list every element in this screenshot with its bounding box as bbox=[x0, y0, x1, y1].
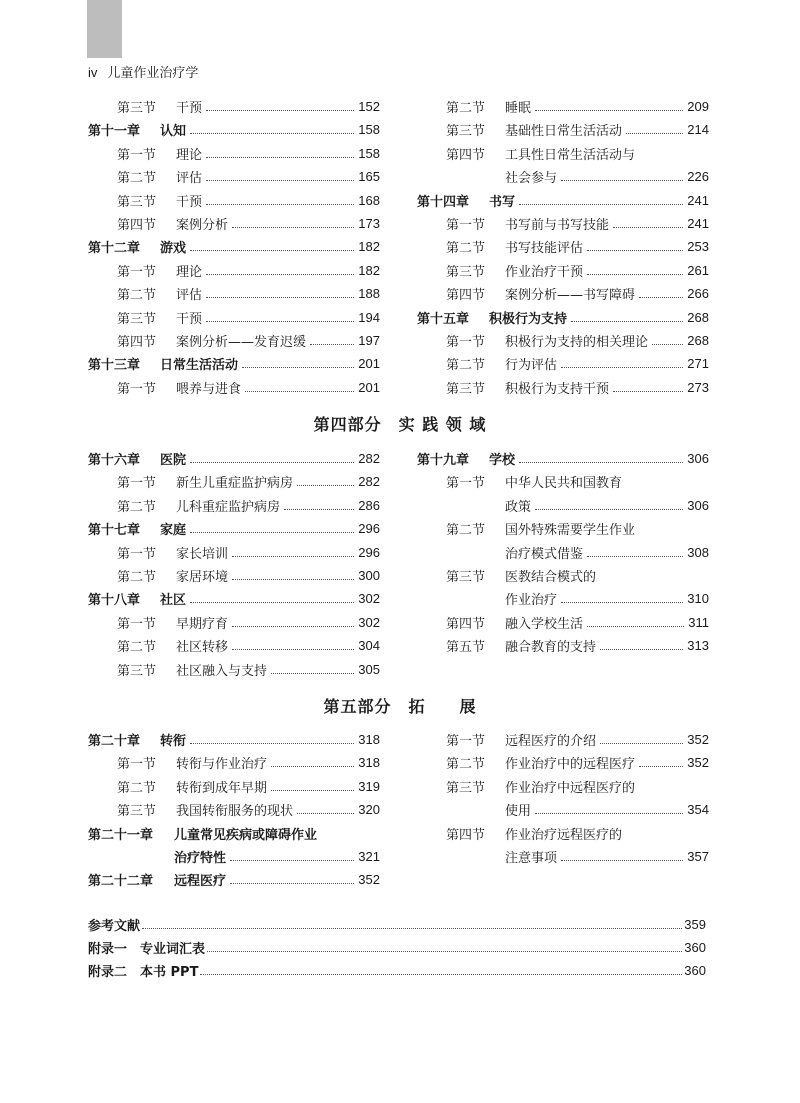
toc-entry-page: 209 bbox=[687, 99, 709, 114]
toc-entry-page: 197 bbox=[358, 333, 380, 348]
leader-dots bbox=[519, 462, 683, 463]
toc-entry-label: 第四节 bbox=[446, 288, 486, 304]
toc-section-entry[interactable] bbox=[88, 611, 380, 634]
leader-dots bbox=[142, 928, 682, 929]
toc-entry-page: 302 bbox=[358, 614, 380, 630]
leader-dots bbox=[613, 391, 683, 392]
leader-dots bbox=[230, 883, 354, 884]
toc-entry-title: 理论 bbox=[176, 264, 203, 280]
toc-entry-title: 书写技能评估 bbox=[505, 241, 584, 257]
toc-entry-page: 318 bbox=[358, 732, 380, 747]
toc-section-entry[interactable] bbox=[88, 212, 380, 235]
toc-chapter-entry[interactable] bbox=[88, 352, 380, 375]
toc-entry-label: 第一节 bbox=[117, 757, 157, 773]
toc-entry-page: 357 bbox=[687, 849, 709, 864]
toc-entry-title: 儿科重症监护病房 bbox=[176, 499, 281, 515]
toc-entry-label: 第四节 bbox=[117, 218, 157, 233]
toc-section-entry[interactable] bbox=[88, 142, 380, 165]
running-header bbox=[88, 62, 198, 81]
toc-entry-label: 第二节 bbox=[446, 358, 486, 374]
leader-dots bbox=[652, 344, 683, 345]
toc-entry-label: 第二节 bbox=[117, 171, 157, 187]
leader-dots bbox=[561, 180, 683, 181]
leader-dots bbox=[206, 180, 354, 181]
toc-entry-title: 睡眠 bbox=[505, 101, 532, 116]
toc-entry-label: 第四节 bbox=[446, 616, 486, 632]
leader-dots bbox=[561, 602, 683, 603]
toc-section-entry[interactable] bbox=[88, 259, 380, 282]
toc-entry-page: 313 bbox=[687, 638, 709, 654]
toc-entry-title: 医院 bbox=[160, 453, 187, 468]
toc-entry-page: 308 bbox=[687, 544, 709, 560]
toc-entry-label: 第十三章 bbox=[88, 358, 141, 374]
toc-entry-page: 241 bbox=[687, 216, 709, 231]
toc-entry-title: 认知 bbox=[160, 124, 187, 140]
leader-dots bbox=[639, 766, 683, 767]
toc-entry-title: 医教结合模式的 bbox=[505, 570, 597, 585]
back-matter-entry[interactable] bbox=[88, 959, 706, 982]
toc-entry-page: 165 bbox=[358, 169, 380, 185]
toc-entry-label: 第二节 bbox=[446, 523, 486, 539]
leader-dots bbox=[242, 367, 354, 368]
toc-entry-page: 268 bbox=[687, 333, 709, 348]
toc-entry-title: 融合教育的支持 bbox=[505, 640, 597, 656]
leader-dots bbox=[297, 485, 354, 486]
toc-entry-label: 第三节 bbox=[446, 570, 486, 585]
leader-dots bbox=[245, 391, 354, 392]
toc-entry-label: 第二节 bbox=[117, 780, 157, 796]
toc-entry-page: 352 bbox=[687, 755, 709, 771]
toc-entry-page: 241 bbox=[687, 192, 709, 208]
toc-entry-title: 理论 bbox=[176, 147, 203, 163]
leader-dots bbox=[206, 157, 354, 158]
leader-dots bbox=[600, 649, 683, 650]
toc-entry-label: 第十九章 bbox=[417, 453, 470, 468]
leader-dots bbox=[535, 110, 683, 111]
toc-entry-label: 第五节 bbox=[446, 640, 486, 656]
toc-entry-page: 194 bbox=[358, 309, 380, 325]
toc-entry-page: 182 bbox=[358, 262, 380, 278]
toc-section-entry[interactable] bbox=[88, 541, 380, 564]
toc-section-entry[interactable] bbox=[417, 142, 709, 165]
toc-entry-title: 案例分析——书写障碍 bbox=[505, 288, 636, 304]
toc-entry-title: 融入学校生活 bbox=[505, 616, 584, 632]
toc-entry-title: 治疗特性 bbox=[174, 851, 227, 866]
toc-entry-page: 296 bbox=[358, 544, 380, 560]
toc-entry-page: 261 bbox=[687, 262, 709, 278]
toc-section-entry[interactable] bbox=[417, 541, 709, 564]
toc-entry-title: 行为评估 bbox=[505, 358, 558, 374]
toc-chapter-entry[interactable] bbox=[417, 306, 709, 329]
back-matter-title: 附录二 本书 PPT bbox=[88, 965, 199, 980]
toc-entry-label: 第一节 bbox=[117, 616, 157, 632]
toc-entry-label: 第一节 bbox=[117, 264, 157, 280]
toc-entry-page: 152 bbox=[358, 99, 380, 114]
toc-entry-title: 日常生活活动 bbox=[160, 358, 239, 374]
toc-entry-title: 评估 bbox=[176, 171, 203, 187]
toc-section-entry[interactable] bbox=[88, 95, 380, 118]
toc-entry-label: 第三节 bbox=[117, 101, 157, 116]
back-matter-page: 360 bbox=[684, 940, 706, 955]
leader-dots bbox=[190, 602, 354, 603]
leader-dots bbox=[206, 297, 354, 298]
toc-section-entry[interactable] bbox=[417, 282, 709, 305]
toc-entry-title: 注意事项 bbox=[505, 851, 558, 866]
toc-entry-label: 第三节 bbox=[446, 264, 486, 280]
toc-entry-page: 300 bbox=[358, 568, 380, 583]
toc-entry-page: 158 bbox=[358, 122, 380, 138]
toc-section-entry[interactable] bbox=[88, 775, 380, 798]
toc-section-entry[interactable] bbox=[417, 352, 709, 375]
toc-entry-label: 第二节 bbox=[446, 241, 486, 257]
toc-entry-title: 社区融入与支持 bbox=[176, 663, 268, 679]
toc-entry-title: 中华人民共和国教育 bbox=[505, 476, 623, 492]
toc-entry-title: 社区 bbox=[160, 593, 187, 609]
toc-section-entry[interactable] bbox=[417, 329, 709, 352]
leader-dots bbox=[230, 860, 354, 861]
toc-entry-title: 基础性日常生活活动 bbox=[505, 124, 623, 140]
leader-dots bbox=[600, 743, 683, 744]
toc-entry-label: 第三节 bbox=[117, 311, 157, 327]
header-book-title: 儿童作业治疗学 bbox=[107, 66, 199, 81]
toc-entry-page: 306 bbox=[687, 497, 709, 513]
toc-entry-title: 书写 bbox=[489, 194, 516, 210]
toc-entry-page: 266 bbox=[687, 286, 709, 302]
toc-entry-page: 201 bbox=[358, 379, 380, 395]
toc-entry-page: 305 bbox=[358, 661, 380, 677]
toc-section-entry[interactable] bbox=[88, 165, 380, 188]
toc-entry-label: 第三节 bbox=[446, 780, 486, 796]
toc-chapter-entry[interactable] bbox=[88, 235, 380, 258]
leader-dots bbox=[206, 321, 354, 322]
toc-entry-title: 儿童常见疾病或障碍作业 bbox=[174, 827, 318, 843]
toc-entry-title: 转衔与作业治疗 bbox=[176, 757, 268, 773]
leader-dots bbox=[297, 813, 354, 814]
toc-section-entry[interactable] bbox=[417, 165, 709, 188]
toc-entry-page: 271 bbox=[687, 356, 709, 372]
leader-dots bbox=[200, 974, 682, 975]
leader-dots bbox=[535, 509, 683, 510]
toc-entry-label: 第三节 bbox=[117, 804, 157, 820]
toc-entry-label: 第二节 bbox=[117, 570, 157, 585]
toc-section-entry[interactable] bbox=[417, 845, 709, 868]
toc-entry-title: 政策 bbox=[505, 499, 532, 515]
leader-dots bbox=[519, 204, 683, 205]
leader-dots bbox=[190, 462, 354, 463]
toc-section-entry[interactable] bbox=[88, 634, 380, 657]
toc-entry-label: 第二十一章 bbox=[88, 827, 154, 843]
toc-entry-page: 182 bbox=[358, 239, 380, 255]
leader-dots bbox=[232, 227, 354, 228]
leader-dots bbox=[206, 110, 354, 111]
page-tab-marker bbox=[87, 0, 122, 58]
toc-entry-title: 干预 bbox=[176, 311, 203, 327]
leader-dots bbox=[284, 509, 354, 510]
leader-dots bbox=[232, 649, 354, 650]
toc-entry-page: 282 bbox=[358, 474, 380, 490]
toc-entry-label: 第二节 bbox=[117, 640, 157, 656]
toc-section-entry[interactable] bbox=[88, 751, 380, 774]
back-matter-page: 360 bbox=[684, 963, 706, 978]
toc-entry-title: 游戏 bbox=[160, 241, 187, 257]
toc-section-entry[interactable] bbox=[417, 235, 709, 258]
toc-entry-title: 书写前与书写技能 bbox=[505, 218, 610, 233]
leader-dots bbox=[206, 274, 354, 275]
toc-entry-label: 第十四章 bbox=[417, 194, 470, 210]
toc-section-entry[interactable] bbox=[417, 118, 709, 141]
back-matter-title: 参考文献 bbox=[88, 919, 141, 934]
toc-entry-title: 喂养与进食 bbox=[176, 381, 242, 397]
toc-entry-page: 214 bbox=[687, 122, 709, 138]
toc-column-left-1 bbox=[88, 95, 380, 395]
toc-entry-page: 320 bbox=[358, 802, 380, 818]
back-matter-page: 359 bbox=[684, 917, 706, 932]
toc-entry-title: 作业治疗 bbox=[505, 593, 558, 609]
toc-entry-title: 学校 bbox=[489, 453, 516, 468]
back-matter-entry[interactable] bbox=[88, 936, 706, 959]
leader-dots bbox=[613, 227, 683, 228]
leader-dots bbox=[232, 556, 354, 557]
toc-entry-title: 积极行为支持的相关理论 bbox=[505, 335, 649, 350]
toc-entry-title: 家居环境 bbox=[176, 570, 229, 585]
toc-entry-label: 第二节 bbox=[117, 499, 157, 515]
toc-entry-title: 远程医疗 bbox=[174, 874, 227, 890]
toc-entry-title: 远程医疗的介绍 bbox=[505, 734, 597, 749]
toc-section-entry[interactable] bbox=[417, 822, 709, 845]
toc-entry-title: 社区转移 bbox=[176, 640, 229, 656]
toc-entry-label: 第三节 bbox=[117, 663, 157, 679]
toc-entry-page: 201 bbox=[358, 356, 380, 372]
back-matter-title: 附录一 专业词汇表 bbox=[88, 942, 206, 957]
part-title-5: 第五部分 拓 展 bbox=[323, 697, 477, 716]
toc-entry-page: 352 bbox=[687, 732, 709, 747]
toc-chapter-entry[interactable] bbox=[88, 517, 380, 540]
toc-entry-title: 案例分析——发育迟缓 bbox=[176, 335, 307, 350]
toc-entry-label: 第三节 bbox=[446, 381, 486, 397]
toc-entry-page: 268 bbox=[687, 309, 709, 325]
toc-entry-label: 第一节 bbox=[446, 734, 486, 749]
toc-entry-label: 第一节 bbox=[117, 546, 157, 562]
toc-chapter-entry[interactable] bbox=[88, 868, 380, 891]
toc-entry-page: 168 bbox=[358, 192, 380, 208]
leader-dots bbox=[587, 250, 683, 251]
toc-entry-page: 173 bbox=[358, 216, 380, 231]
toc-column-left-2 bbox=[88, 447, 380, 677]
toc-chapter-entry[interactable] bbox=[88, 822, 380, 845]
toc-entry-label: 第十五章 bbox=[417, 311, 470, 327]
leader-dots bbox=[271, 673, 354, 674]
header-page-number: iv bbox=[88, 65, 98, 80]
toc-entry-page: 282 bbox=[358, 451, 380, 466]
toc-entry-label: 第二节 bbox=[117, 288, 157, 304]
toc-entry-page: 318 bbox=[358, 755, 380, 771]
toc-entry-title: 作业治疗中远程医疗的 bbox=[505, 780, 636, 796]
toc-entry-label: 第三节 bbox=[117, 194, 157, 210]
leader-dots bbox=[626, 133, 683, 134]
toc-section-entry[interactable] bbox=[417, 376, 709, 399]
leader-dots bbox=[206, 204, 354, 205]
toc-entry-page: 319 bbox=[358, 778, 380, 794]
leader-dots bbox=[190, 532, 354, 533]
toc-section-entry[interactable] bbox=[88, 494, 380, 517]
toc-entry-label: 第十七章 bbox=[88, 523, 141, 539]
leader-dots bbox=[271, 766, 354, 767]
toc-entry-title: 作业治疗远程医疗的 bbox=[505, 827, 623, 843]
toc-section-entry[interactable] bbox=[88, 658, 380, 681]
toc-chapter-entry[interactable] bbox=[88, 118, 380, 141]
toc-section-entry[interactable] bbox=[88, 329, 380, 352]
toc-entry-title: 干预 bbox=[176, 194, 203, 210]
toc-section-entry[interactable] bbox=[88, 564, 380, 587]
toc-entry-page: 188 bbox=[358, 286, 380, 302]
toc-chapter-entry[interactable] bbox=[88, 447, 380, 470]
toc-chapter-entry[interactable] bbox=[417, 189, 709, 212]
leader-dots bbox=[310, 344, 354, 345]
toc-section-entry[interactable] bbox=[417, 634, 709, 657]
toc-entry-page: 352 bbox=[358, 872, 380, 888]
toc-entry-label: 第二节 bbox=[446, 101, 486, 116]
toc-section-entry[interactable] bbox=[88, 282, 380, 305]
toc-section-entry[interactable] bbox=[417, 470, 709, 493]
toc-entry-title: 积极行为支持干预 bbox=[505, 381, 610, 397]
toc-entry-page: 306 bbox=[687, 451, 709, 466]
toc-entry-page: 304 bbox=[358, 638, 380, 654]
toc-entry-title: 家长培训 bbox=[176, 546, 229, 562]
toc-section-entry[interactable] bbox=[88, 306, 380, 329]
toc-entry-title: 使用 bbox=[505, 804, 532, 820]
toc-entry-label: 第一节 bbox=[117, 476, 157, 492]
toc-entry-label: 第一节 bbox=[446, 335, 486, 350]
toc-entry-title: 工具性日常生活活动与 bbox=[505, 147, 636, 163]
leader-dots bbox=[535, 813, 683, 814]
leader-dots bbox=[190, 250, 354, 251]
toc-entry-page: 321 bbox=[358, 849, 380, 864]
toc-column-right-1 bbox=[417, 95, 709, 395]
leader-dots bbox=[561, 860, 683, 861]
toc-section-entry[interactable] bbox=[88, 376, 380, 399]
toc-chapter-entry[interactable] bbox=[417, 447, 709, 470]
toc-entry-title: 案例分析 bbox=[176, 218, 229, 233]
toc-section-entry[interactable] bbox=[417, 259, 709, 282]
toc-entry-title: 干预 bbox=[176, 101, 203, 116]
toc-entry-page: 354 bbox=[687, 802, 709, 818]
toc-entry-title: 家庭 bbox=[160, 523, 187, 539]
toc-entry-page: 296 bbox=[358, 521, 380, 537]
toc-section-entry[interactable] bbox=[417, 517, 709, 540]
toc-entry-label: 第一节 bbox=[117, 381, 157, 397]
toc-entry-label: 第一节 bbox=[117, 147, 157, 163]
leader-dots bbox=[587, 274, 683, 275]
toc-entry-label: 第十八章 bbox=[88, 593, 141, 609]
toc-entry-label: 第四节 bbox=[446, 147, 486, 163]
toc-entry-title: 社会参与 bbox=[505, 171, 558, 187]
toc-entry-label: 第十六章 bbox=[88, 453, 141, 468]
toc-entry-title: 评估 bbox=[176, 288, 203, 304]
leader-dots bbox=[561, 367, 683, 368]
leader-dots bbox=[207, 951, 682, 952]
toc-entry-page: 226 bbox=[687, 169, 709, 185]
toc-entry-page: 311 bbox=[688, 614, 709, 630]
leader-dots bbox=[232, 626, 354, 627]
back-matter-entry[interactable] bbox=[88, 913, 706, 936]
toc-section-entry[interactable] bbox=[417, 587, 709, 610]
leader-dots bbox=[190, 133, 354, 134]
toc-entry-label: 第三节 bbox=[446, 124, 486, 140]
toc-section-entry[interactable] bbox=[417, 751, 709, 774]
toc-entry-label: 第四节 bbox=[446, 827, 486, 843]
toc-entry-label: 第十二章 bbox=[88, 241, 141, 257]
toc-section-entry[interactable] bbox=[417, 95, 709, 118]
toc-section-entry[interactable] bbox=[88, 189, 380, 212]
toc-entry-title: 治疗模式借鉴 bbox=[505, 546, 584, 562]
toc-section-entry[interactable] bbox=[417, 611, 709, 634]
toc-entry-page: 302 bbox=[358, 591, 380, 607]
toc-entry-page: 273 bbox=[687, 379, 709, 395]
toc-section-entry[interactable] bbox=[88, 845, 380, 868]
toc-entry-label: 第二节 bbox=[446, 757, 486, 773]
leader-dots bbox=[271, 790, 354, 791]
toc-entry-label: 第十一章 bbox=[88, 124, 141, 140]
leader-dots bbox=[587, 626, 684, 627]
toc-entry-page: 253 bbox=[687, 239, 709, 255]
toc-section-entry[interactable] bbox=[88, 470, 380, 493]
toc-entry-label: 第一节 bbox=[446, 476, 486, 492]
toc-entry-label: 第一节 bbox=[446, 218, 486, 233]
leader-dots bbox=[190, 743, 354, 744]
toc-section-entry[interactable] bbox=[417, 564, 709, 587]
toc-entry-title: 作业治疗干预 bbox=[505, 264, 584, 280]
toc-entry-label: 第四节 bbox=[117, 335, 157, 350]
toc-entry-title: 国外特殊需要学生作业 bbox=[505, 523, 636, 539]
leader-dots bbox=[232, 579, 354, 580]
toc-section-entry[interactable] bbox=[88, 798, 380, 821]
toc-entry-title: 早期疗育 bbox=[176, 616, 229, 632]
toc-section-entry[interactable] bbox=[417, 728, 709, 751]
toc-entry-title: 作业治疗中的远程医疗 bbox=[505, 757, 636, 773]
toc-entry-label: 第二十二章 bbox=[88, 874, 154, 890]
toc-chapter-entry[interactable] bbox=[88, 728, 380, 751]
toc-chapter-entry[interactable] bbox=[88, 587, 380, 610]
toc-entry-page: 158 bbox=[358, 145, 380, 161]
toc-entry-title: 转衔到成年早期 bbox=[176, 780, 268, 796]
toc-entry-title: 新生儿重症监护病房 bbox=[176, 476, 294, 492]
toc-entry-title: 转衔 bbox=[160, 734, 187, 749]
toc-entry-page: 310 bbox=[687, 591, 709, 607]
part-title-4: 第四部分 实 践 领 域 bbox=[313, 415, 487, 434]
toc-entry-title: 我国转衔服务的现状 bbox=[176, 804, 294, 820]
leader-dots bbox=[571, 321, 683, 322]
toc-entry-page: 286 bbox=[358, 497, 380, 513]
toc-section-entry[interactable] bbox=[417, 212, 709, 235]
toc-column-right-3 bbox=[417, 728, 709, 893]
leader-dots bbox=[639, 297, 683, 298]
toc-column-right-2 bbox=[417, 447, 709, 677]
toc-section-entry[interactable] bbox=[417, 775, 709, 798]
toc-column-left-3 bbox=[88, 728, 380, 893]
toc-entry-title: 积极行为支持 bbox=[489, 311, 568, 327]
toc-entry-label: 第二十章 bbox=[88, 734, 141, 749]
toc-section-entry[interactable] bbox=[417, 798, 709, 821]
leader-dots bbox=[587, 556, 683, 557]
toc-section-entry[interactable] bbox=[417, 494, 709, 517]
